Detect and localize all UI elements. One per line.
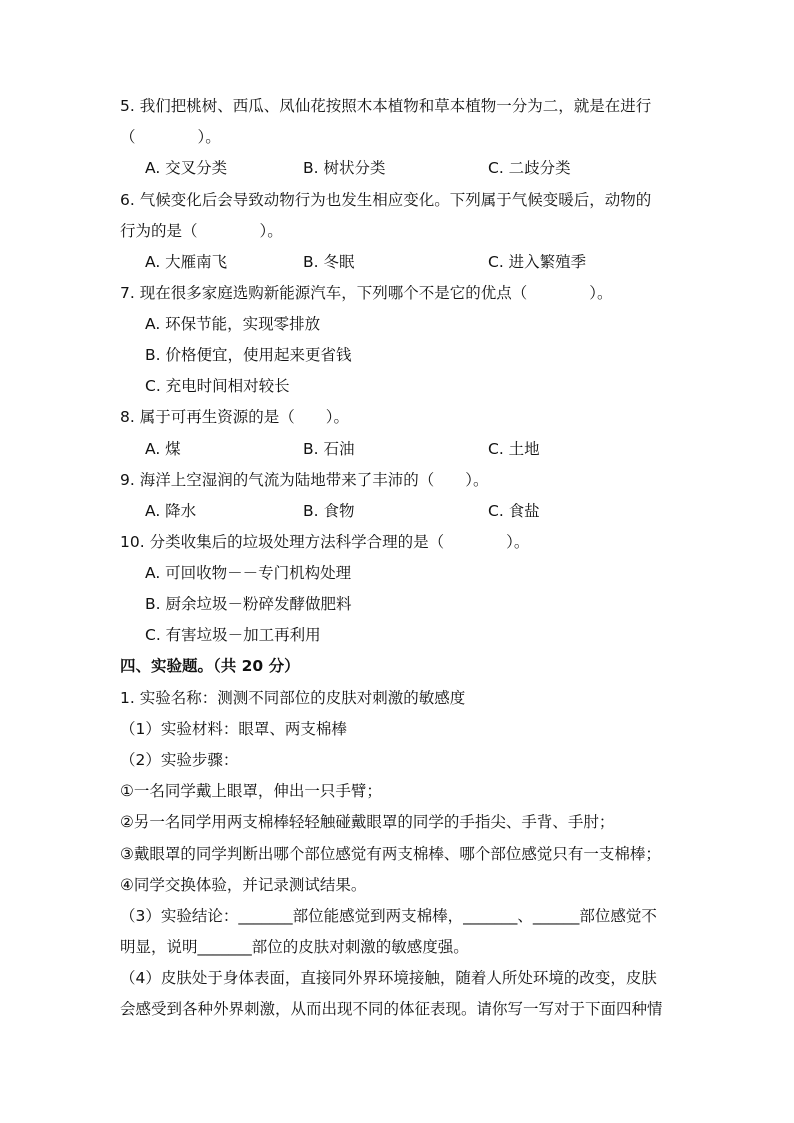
experiment-conclusion-line-2: 明显，说明_______部位的皮肤对刺激的敏感度强。 — [120, 938, 469, 956]
question-10-option-c: C. 有害垃圾－加工再利用 — [145, 626, 321, 644]
question-5-line-1: 5. 我们把桃树、西瓜、凤仙花按照木本植物和草本植物一分为二，就是在进行 — [120, 97, 652, 115]
experiment-conclusion-line-1: （3）实验结论：_______部位能感觉到两支棉棒，_______、______部位感觉不 — [120, 907, 657, 925]
question-7-line-1: 7. 现在很多家庭选购新能源汽车，下列哪个不是它的优点（ ）。 — [120, 284, 613, 302]
question-9-line-1: 9. 海洋上空湿润的气流为陆地带来了丰沛的（ ）。 — [120, 471, 489, 489]
question-6-option-b: B. 冬眠 — [303, 253, 355, 271]
question-8-option-c: C. 土地 — [488, 440, 540, 458]
question-10-option-b: B. 厨余垃圾－粉碎发酵做肥料 — [145, 595, 352, 613]
experiment-step-4: ④同学交换体验，并记录测试结果。 — [120, 876, 367, 894]
question-7-option-a: A. 环保节能，实现零排放 — [145, 315, 321, 333]
experiment-step-2: ②另一名同学用两支棉棒轻轻触碰戴眼罩的同学的手指尖、手背、手肘； — [120, 813, 615, 831]
question-7-option-b: B. 价格便宜，使用起来更省钱 — [145, 346, 352, 364]
question-5-option-b: B. 树状分类 — [303, 159, 386, 177]
question-6-line-1: 6. 气候变化后会导致动物行为也发生相应变化。下列属于气候变暖后，动物的 — [120, 191, 652, 209]
experiment-part-4-line-1: （4）皮肤处于身体表面，直接同外界环境接触，随着人所处环境的改变，皮肤 — [120, 969, 657, 987]
experiment-1-title: 1. 实验名称：测测不同部位的皮肤对刺激的敏感度 — [120, 689, 466, 707]
experiment-step-1: ①一名同学戴上眼罩，伸出一只手臂； — [120, 782, 382, 800]
experiment-step-3: ③戴眼罩的同学判断出哪个部位感觉有两支棉棒、哪个部位感觉只有一支棉棒； — [120, 845, 661, 863]
question-5-option-c: C. 二歧分类 — [488, 159, 571, 177]
question-6-option-c: C. 进入繁殖季 — [488, 253, 587, 271]
experiment-steps-label: （2）实验步骤： — [120, 751, 239, 769]
question-7-option-c: C. 充电时间相对较长 — [145, 377, 290, 395]
question-6-option-a: A. 大雁南飞 — [145, 253, 228, 271]
question-9-option-c: C. 食盐 — [488, 502, 540, 520]
question-5-option-a: A. 交叉分类 — [145, 159, 228, 177]
question-8-option-b: B. 石油 — [303, 440, 355, 458]
question-5-line-2: （ ）。 — [120, 128, 221, 146]
experiment-part-4-line-2: 会感受到各种外界刺激，从而出现不同的体征表现。请你写一写对于下面四种情 — [120, 1000, 663, 1018]
question-9-option-b: B. 食物 — [303, 502, 355, 520]
question-10-line-1: 10. 分类收集后的垃圾处理方法科学合理的是（ ）。 — [120, 533, 530, 551]
question-10-option-a: A. 可回收物－－专门机构处理 — [145, 564, 352, 582]
question-9-option-a: A. 降水 — [145, 502, 197, 520]
question-8-option-a: A. 煤 — [145, 440, 181, 458]
question-8-line-1: 8. 属于可再生资源的是（ ）。 — [120, 408, 349, 426]
question-6-line-2: 行为的是（ ）。 — [120, 222, 283, 240]
section-4-title: 四、实验题。（共 20 分） — [120, 657, 300, 675]
experiment-materials: （1）实验材料：眼罩、两支棉棒 — [120, 720, 347, 738]
